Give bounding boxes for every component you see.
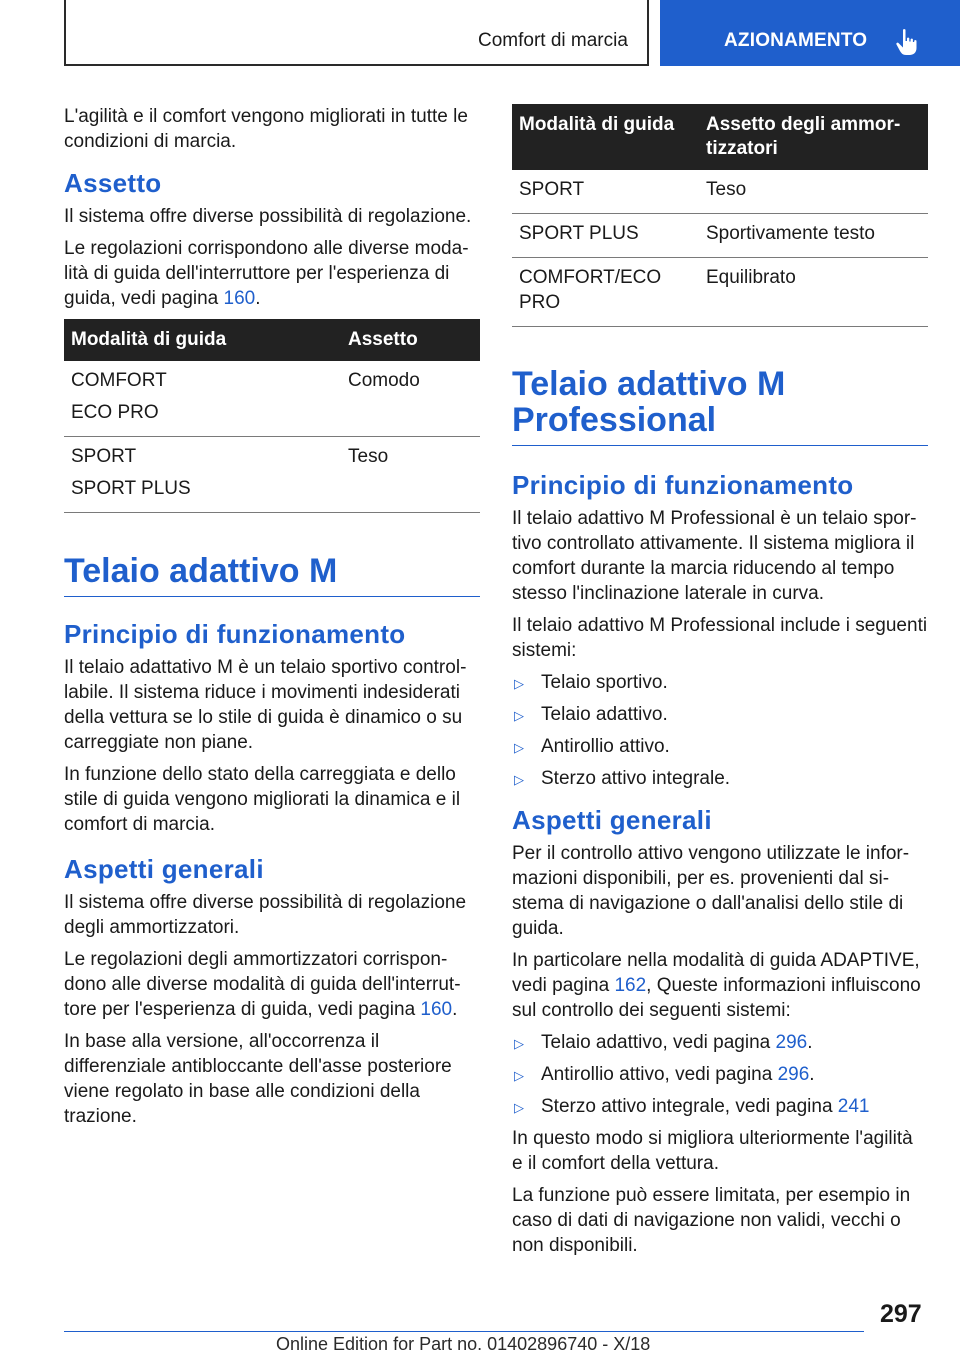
list-item: ▷ Antirollio attivo, vedi pagina 296. [512, 1062, 928, 1087]
page-number: 297 [880, 1300, 922, 1328]
page-link-160[interactable]: 160 [223, 288, 256, 309]
list-item: ▷ Telaio sportivo. [512, 670, 928, 695]
page-link-162[interactable]: 162 [614, 975, 647, 996]
assetto-paragraph-1: Il sistema offre diverse possibilità di regolazione. [64, 206, 472, 227]
assetto-heading: Assetto [64, 168, 162, 198]
list-item: ▷ Sterzo attivo integrale. [512, 766, 928, 791]
table-header-assetto: Assetto [341, 319, 480, 361]
table-header-ammortizzatori: Assetto degli ammortizzatori [699, 104, 928, 170]
list-item: ▷ Telaio adattivo, vedi pagina 296. [512, 1030, 928, 1055]
footer-edition: Online Edition for Part no. 01402896740 - X/18 [276, 1334, 651, 1354]
principio-paragraph-2: Il telaio adattivo M Professional include i seguenti sistemi: [512, 615, 928, 661]
aspetti-heading: Aspetti generali [512, 805, 712, 835]
table-row: SPORT SPORT PLUS Teso [64, 437, 480, 513]
aspetti-paragraph-2: Le regolazioni degli ammortizzatori corrispondono alle diverse modalità di guida dell'interruttore per l'esperienza di guida, vedi pagina 160. [64, 949, 461, 1020]
principio-heading: Principio di funzionamento [64, 619, 406, 649]
triangle-bullet-icon: ▷ [514, 1068, 524, 1083]
page-link-296[interactable]: 296 [775, 1032, 808, 1053]
triangle-bullet-icon: ▷ [514, 740, 524, 755]
telaio-adattivo-title: Telaio adattivo M [64, 553, 480, 597]
triangle-bullet-icon: ▷ [514, 708, 524, 723]
header-section-title: Comfort di marcia [478, 30, 628, 51]
right-column [512, 104, 928, 1265]
aspetti-heading: Aspetti generali [64, 854, 264, 884]
aspetti-paragraph-3: In base alla versione, all'occorrenza il differenziale antibloccante dell'asse posteriore viene regolato in base alle condizioni della trazione. [64, 1031, 452, 1127]
hand-pointer-icon [894, 28, 920, 56]
principio-paragraph-2: In funzione dello stato della carreggiata e dello stile di guida vengono migliorati la dinamica e il comfort di marcia. [64, 764, 461, 835]
table-row: COMFORT/ECO PRO Equilibrato [512, 258, 928, 327]
aspetti-paragraph-4: La funzione può essere limitata, per esempio in caso di dati di navigazione non validi, vecchi o non disponibili. [512, 1185, 911, 1256]
assetto-table [64, 319, 480, 513]
ammortizzatori-table [512, 104, 928, 327]
table-header-mode: Modalità di guida [64, 319, 341, 361]
page-link-296[interactable]: 296 [777, 1064, 810, 1085]
telaio-professional-title: Telaio adattivo M Professional [512, 366, 928, 446]
intro-paragraph: L'agilità e il comfort vengono migliorati in tutte le condizioni di marcia. [64, 106, 468, 152]
references-list [512, 1030, 928, 1119]
principio-paragraph-1: Il telaio adattativo M è un telaio sportivo controllabile. Il sistema riduce i movimenti indesiderati della vettura se lo stile di guida è dinamico o su carreggiate non piane. [64, 657, 467, 753]
header-chapter-label[interactable]: AZIONAMENTO [724, 30, 868, 51]
triangle-bullet-icon: ▷ [514, 772, 524, 787]
table-row: SPORT Teso [512, 170, 928, 214]
list-item: ▷ Sterzo attivo integrale, vedi pagina 241 [512, 1094, 928, 1119]
page-link-160[interactable]: 160 [420, 999, 453, 1020]
table-row: SPORT PLUS Sportivamente testo [512, 214, 928, 258]
aspetti-paragraph-1: Per il controllo attivo vengono utilizzate le informazioni disponibili, per es. provenienti dal sistema di navigazione o dall'analisi dello stile di guida. [512, 843, 910, 939]
triangle-bullet-icon: ▷ [514, 1100, 524, 1115]
systems-list [512, 670, 928, 791]
list-item: ▷ Telaio adattivo. [512, 702, 928, 727]
page-link-241[interactable]: 241 [837, 1096, 870, 1117]
principio-heading: Principio di funzionamento [512, 470, 854, 500]
triangle-bullet-icon: ▷ [514, 676, 524, 691]
table-row: COMFORT ECO PRO Comodo [64, 361, 480, 437]
list-item: ▷ Antirollio attivo. [512, 734, 928, 759]
aspetti-paragraph-2: In particolare nella modalità di guida ADAPTIVE, vedi pagina 162, Queste informazioni influiscono sul controllo dei seguenti sistemi: [512, 950, 921, 1021]
left-column [64, 104, 480, 1136]
footer-divider [64, 1331, 864, 1332]
aspetti-paragraph-1: Il sistema offre diverse possibilità di regolazione degli ammortizzatori. [64, 892, 467, 938]
table-header-mode: Modalità di guida [512, 104, 699, 170]
triangle-bullet-icon: ▷ [514, 1036, 524, 1051]
principio-paragraph-1: Il telaio adattivo M Professional è un telaio sportivo controllato attivamente. Il sistema migliora il comfort durante la marcia riducendo al tempo stesso l'inclinazione laterale in curva. [512, 508, 917, 604]
assetto-paragraph-2: Le regolazioni corrispondono alle diverse modalità di guida dell'interruttore per l'esperienza di guida, vedi pagina 160. [64, 238, 469, 309]
aspetti-paragraph-3: In questo modo si migliora ulteriormente l'agilità e il comfort della vettura. [512, 1128, 913, 1174]
